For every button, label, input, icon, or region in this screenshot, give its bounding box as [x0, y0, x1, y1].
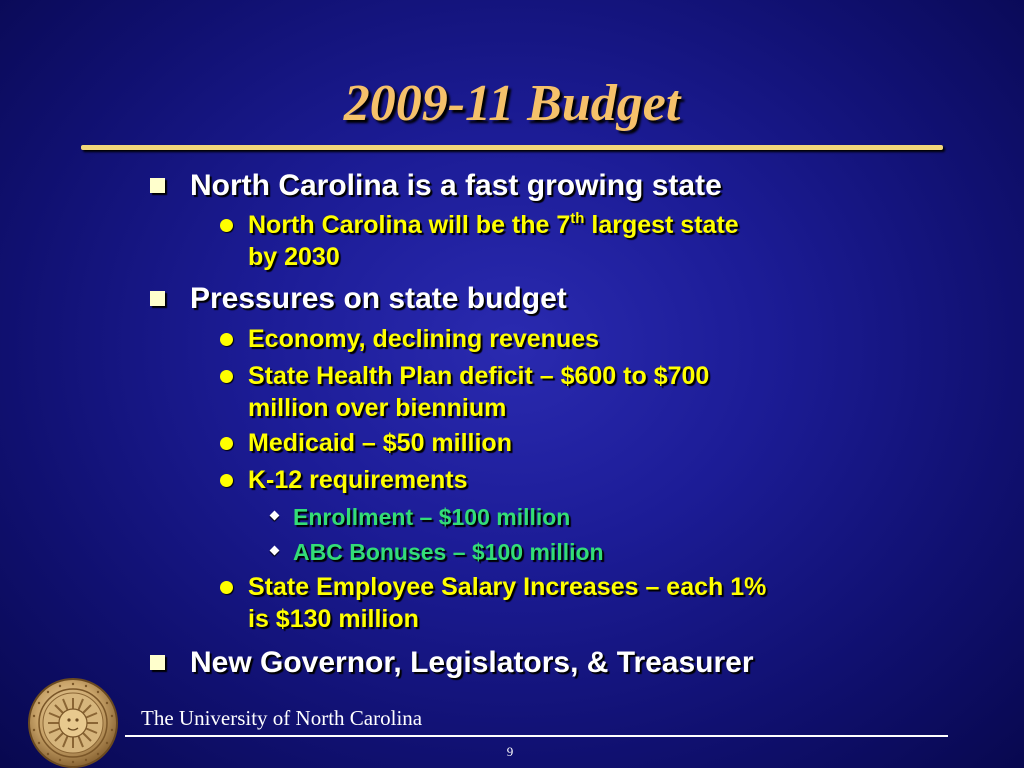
slide-title: 2009-11 Budget	[343, 75, 681, 132]
footer-university-name: The University of North Carolina	[141, 706, 423, 730]
sub-bullet-text: North Carolina will be the 7	[248, 211, 571, 239]
sub-bullet-item: Medicaid – $50 million	[248, 429, 512, 457]
square-bullet-icon	[150, 178, 165, 193]
round-bullet-icon	[220, 219, 233, 232]
sub-bullet-item: State Employee Salary Increases – each 1%	[248, 573, 767, 601]
university-seal-icon	[28, 678, 118, 768]
sub-sub-bullet-item: Enrollment – $100 million	[293, 504, 571, 530]
bullet-item: New Governor, Legislators, & Treasurer	[190, 646, 754, 679]
sub-bullet-item: State Health Plan deficit – $600 to $700	[248, 362, 710, 390]
sub-bullet-continuation: by 2030	[248, 243, 340, 271]
sub-bullet-item	[248, 209, 739, 241]
sub-bullet-text: largest state	[584, 211, 739, 239]
round-bullet-icon	[220, 370, 233, 383]
sub-sub-bullet-item: ABC Bonuses – $100 million	[293, 539, 604, 565]
footer-divider	[125, 735, 948, 737]
sub-bullet-item: K-12 requirements	[248, 466, 468, 494]
round-bullet-icon	[220, 581, 233, 594]
sub-bullet-continuation: million over biennium	[248, 394, 507, 422]
diamond-bullet-icon	[270, 546, 280, 556]
sub-bullet-item: Economy, declining revenues	[248, 325, 600, 353]
ordinal-superscript: th	[570, 210, 585, 227]
round-bullet-icon	[220, 474, 233, 487]
square-bullet-icon	[150, 291, 165, 306]
sub-bullet-continuation: is $130 million	[248, 605, 419, 633]
page-number: 9	[506, 744, 514, 759]
bullet-item: Pressures on state budget	[190, 282, 567, 315]
bullet-item: North Carolina is a fast growing state	[190, 169, 722, 202]
square-bullet-icon	[150, 655, 165, 670]
round-bullet-icon	[220, 437, 233, 450]
round-bullet-icon	[220, 333, 233, 346]
diamond-bullet-icon	[270, 511, 280, 521]
